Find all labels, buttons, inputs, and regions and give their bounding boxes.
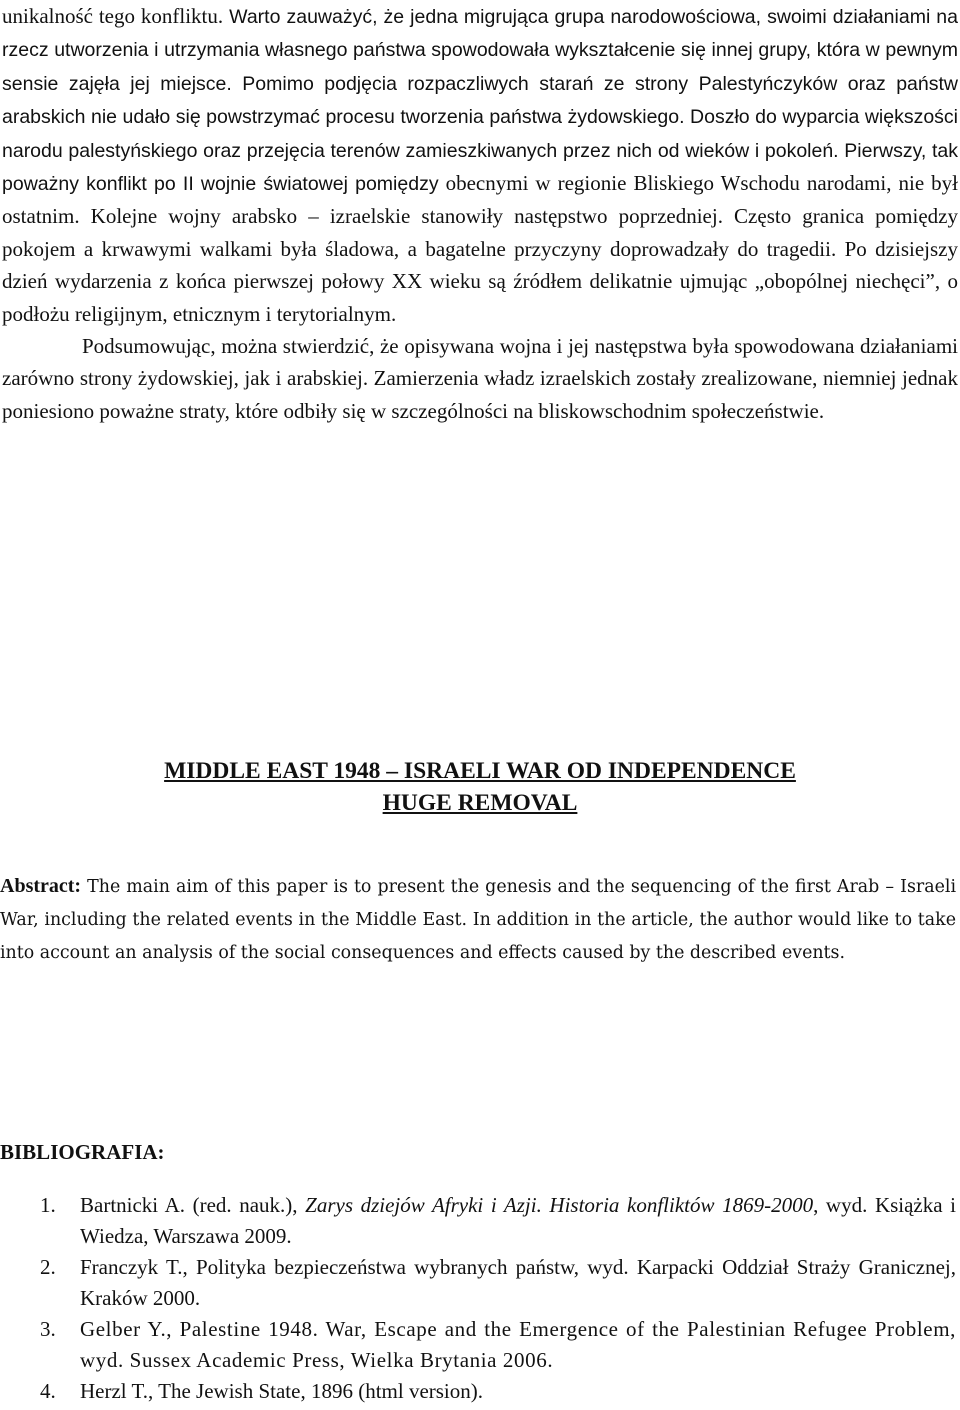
bibliography-list [0, 1190, 956, 1407]
document-page [2, 0, 958, 427]
body-paragraph-1 [2, 0, 958, 330]
paper-title [0, 755, 960, 819]
bibliography-item-number: 1. [40, 1193, 56, 1217]
paper-title-line-1: MIDDLE EAST 1948 – ISRAELI WAR OD INDEPENDENCE [164, 758, 796, 784]
bibliography-item-number: 4. [40, 1379, 56, 1403]
bibliography-item-title: Zarys dziejów Afryki i Azji. Historia konfliktów 1869-2000 [305, 1193, 814, 1217]
bibliography-title: BIBLIOGRAFIA: [0, 1140, 165, 1164]
bibliography-item-text: Herzl T., The Jewish State, 1896 (html version). [80, 1379, 484, 1403]
bibliography-item-number: 2. [40, 1255, 56, 1279]
abstract-text: The main aim of this paper is to present the genesis and the sequencing of the first Arab – Israeli War, including the related events in the Middle East. In addition in the article, the author would like to take into account an analysis of the social consequences and effects caused by the described events. [0, 877, 956, 963]
bibliography-item-author: Bartnicki A. (red. nauk.), [80, 1193, 306, 1217]
paragraph-1-serif-segment: obecnymi w regionie Bliskiego Wschodu narodami, nie był ostatnim. Kolejne wojny arabsko – izraelskie stanowiły następstwo poprzedniej. Często granica pomiędzy pokojem a krwawymi walkami była śladowa, a bagatelne przyczyny doprowadzały do tragedii. Po dzisiejszy dzień wydarzenia z końca pierwszej połowy XX wieku są źródłem delikatnie ujmując „obopólnej niechęci”, o podłożu religijnym, etnicznym i terytorialnym. [2, 171, 959, 326]
bibliography-item [0, 1376, 956, 1407]
bibliography-item-number: 3. [40, 1317, 56, 1341]
bibliography-item [0, 1190, 956, 1252]
body-paragraph-2: Podsumowując, można stwierdzić, że opisywana wojna i jej następstwa była spowodowana działaniami zarówno strony żydowskiej, jak i arabskiej. Zamierzenia władz izraelskich zostały zrealizowane, niemniej jednak poniesiono poważne straty, które odbiły się w szczególności na bliskowschodnim społeczeństwie. [2, 334, 958, 423]
abstract [0, 870, 956, 970]
bibliography-item-text: Gelber Y., Palestine 1948. War, Escape and the Emergence of the Palestinian Refugee Problem, wyd. Sussex Academic Press, Wielka Brytania 2006. [80, 1317, 956, 1372]
paragraph-1-sentence-1: unikalność tego konfliktu. [2, 4, 224, 28]
bibliography-item [0, 1314, 956, 1376]
bibliography-item-text: Franczyk T., Polityka bezpieczeństwa wybranych państw, wyd. Karpacki Oddział Straży Granicznej, Kraków 2000. [80, 1255, 956, 1310]
bibliography-item-publisher: , wyd. Książka i Wiedza, Warszawa 2009. [80, 1193, 956, 1248]
bibliography-item [0, 1252, 956, 1314]
paper-title-line-2: HUGE REMOVAL [382, 790, 578, 816]
abstract-label: Abstract: [0, 875, 82, 897]
paragraph-1-sans-segment: Warto zauważyć, że jedna migrująca grupa narodowościowa, swoimi działaniami na rzecz utworzenia i utrzymania własnego państwa spowodowała wykształcenie się innej grupy, która w pewnym sensie zajęła jej miejsce. Pomimo podjęcia rozpaczliwych starań ze strony Palestyńczyków oraz państw arabskich nie udało się powstrzymać procesu tworzenia państwa żydowskiego. Doszło do wyparcia większości narodu palestyńskiego oraz przejęcia terenów zamieszkiwanych przez nich od wieków i pokoleń. Pierwszy, tak poważny konflikt po II wojnie światowej pomiędzy [2, 6, 958, 196]
